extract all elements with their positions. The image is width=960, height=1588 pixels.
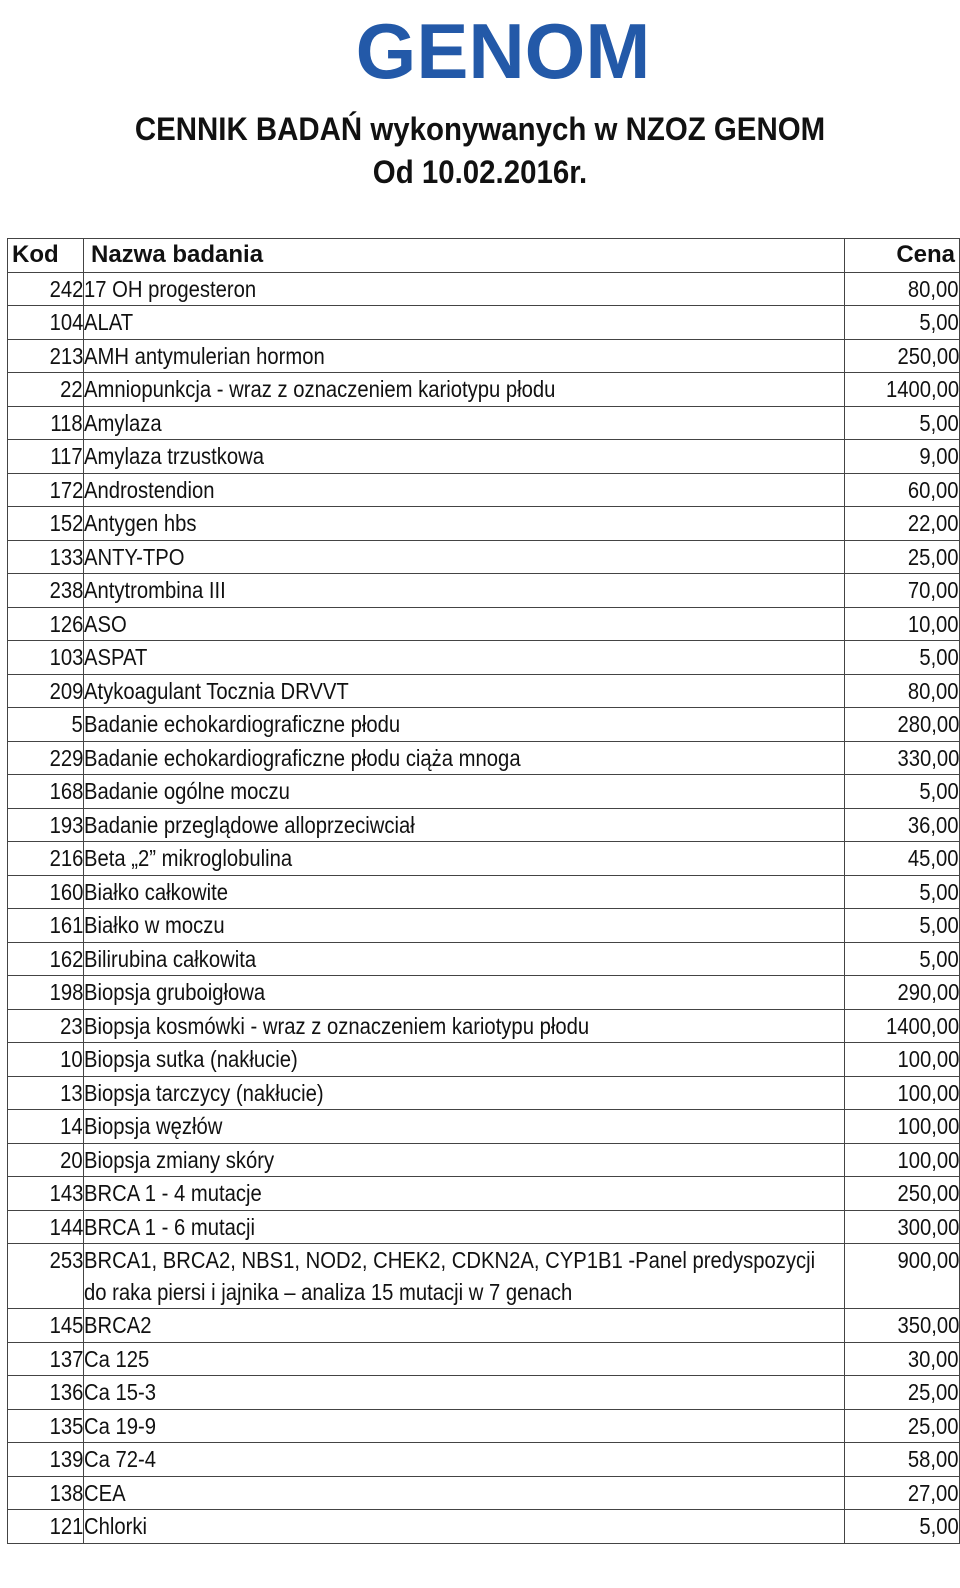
row-kod (8, 1043, 84, 1077)
row-kod (8, 473, 84, 507)
row-price (845, 1177, 960, 1211)
row-name-text: ASPAT (84, 644, 148, 670)
row-price (845, 1009, 960, 1043)
row-name (84, 842, 845, 876)
row-kod-text: 209 (49, 677, 83, 704)
price-table (7, 238, 960, 1544)
row-name-text: Antygen hbs (84, 510, 197, 536)
row-name-text: Amylaza (84, 409, 162, 436)
row-price (845, 976, 960, 1010)
row-kod-text: 229 (49, 744, 83, 771)
row-price (845, 708, 960, 742)
row-kod-text: 160 (49, 878, 83, 905)
table-row (8, 1110, 960, 1144)
row-price-text: 60,00 (908, 476, 959, 503)
row-kod-text: 238 (49, 577, 83, 603)
row-name (84, 708, 845, 742)
row-kod (8, 1376, 84, 1410)
row-price-text: 5,00 (919, 409, 959, 436)
table-row (8, 842, 960, 876)
row-price-text: 25,00 (908, 1379, 959, 1405)
row-name-text: Androstendion (84, 476, 215, 503)
row-kod-text: 13 (60, 1079, 83, 1106)
title-line-1: CENNIK BADAŃ wykonywanych w NZOZ GENOM (134, 111, 826, 147)
row-name-text: Ca 19-9 (84, 1412, 157, 1439)
table-row (8, 1510, 960, 1544)
table-row (8, 272, 960, 306)
row-kod-text: 10 (60, 1046, 83, 1072)
row-kod (8, 373, 84, 407)
table-row (8, 306, 960, 340)
table-row (8, 1043, 960, 1077)
row-price (845, 540, 960, 574)
row-kod (8, 1510, 84, 1544)
row-name (84, 1476, 845, 1510)
row-name-text: Atykoagulant Tocznia DRVVT (84, 677, 349, 704)
row-name-text: Biopsja sutka (nakłucie) (84, 1046, 298, 1072)
row-name (84, 641, 845, 675)
row-kod-text: 172 (49, 476, 83, 503)
row-price-text: 250,00 (897, 1180, 959, 1206)
row-kod (8, 1009, 84, 1043)
row-kod (8, 406, 84, 440)
row-name (84, 540, 845, 574)
table-row (8, 775, 960, 809)
row-price (845, 306, 960, 340)
row-name-text: BRCA1, BRCA2, NBS1, NOD2, CHEK2, CDKN2A, CYP1B1 -Panel predyspozycji do raka piersi i jajnika – analiza 15 mutacji w 7 genach (84, 1247, 816, 1305)
row-kod (8, 842, 84, 876)
row-name-text: Ca 15-3 (84, 1379, 157, 1405)
row-kod (8, 1143, 84, 1177)
row-kod (8, 1443, 84, 1477)
row-name-text: 17 OH progesteron (84, 275, 257, 302)
row-kod (8, 1244, 84, 1309)
row-name-text: Badanie echokardiograficzne płodu ciąża mnoga (84, 744, 521, 771)
row-price-text: 80,00 (908, 275, 959, 302)
row-price-text: 250,00 (897, 342, 959, 369)
row-kod-text: 136 (49, 1379, 83, 1405)
table-row (8, 909, 960, 943)
row-price (845, 440, 960, 474)
row-kod (8, 909, 84, 943)
row-name (84, 339, 845, 373)
row-price-text: 25,00 (908, 1412, 959, 1439)
table-row (8, 440, 960, 474)
row-price (845, 507, 960, 541)
table-row (8, 1244, 960, 1309)
row-kod-text: 168 (49, 778, 83, 804)
row-price-text: 58,00 (908, 1446, 959, 1472)
table-row (8, 1376, 960, 1410)
row-price-text: 30,00 (908, 1345, 959, 1372)
table-row (8, 976, 960, 1010)
row-price-text: 22,00 (908, 510, 959, 536)
row-kod-text: 216 (49, 845, 83, 871)
table-row (8, 473, 960, 507)
row-price (845, 1409, 960, 1443)
row-name-text: ASO (84, 610, 127, 637)
table-row (8, 942, 960, 976)
table-row (8, 1443, 960, 1477)
row-name (84, 1309, 845, 1343)
row-name (84, 406, 845, 440)
row-price (845, 607, 960, 641)
row-kod-text: 20 (60, 1146, 83, 1173)
header-price: Cena (845, 239, 960, 273)
table-row (8, 1409, 960, 1443)
row-price-text: 330,00 (897, 744, 959, 771)
row-kod-text: 144 (49, 1213, 83, 1240)
table-row (8, 607, 960, 641)
row-price-text: 5,00 (919, 945, 959, 972)
row-name-text: Ca 72-4 (84, 1446, 157, 1472)
row-name-text: Biopsja kosmówki - wraz z oznaczeniem kariotypu płodu (84, 1012, 590, 1039)
table-header-row (8, 239, 960, 273)
row-price (845, 808, 960, 842)
row-kod-text: 135 (49, 1412, 83, 1439)
row-kod (8, 306, 84, 340)
row-price-text: 5,00 (919, 912, 959, 938)
table-row (8, 1476, 960, 1510)
title-line-2: Od 10.02.2016r. (372, 154, 588, 190)
row-kod-text: 14 (60, 1113, 83, 1139)
row-name (84, 607, 845, 641)
row-name-text: ALAT (84, 309, 134, 335)
row-price-text: 5,00 (919, 644, 959, 670)
row-kod-text: 138 (49, 1479, 83, 1506)
row-kod (8, 808, 84, 842)
row-name-text: Bilirubina całkowita (84, 945, 257, 972)
row-name-text: AMH antymulerian hormon (84, 342, 325, 369)
row-kod (8, 1409, 84, 1443)
table-row (8, 741, 960, 775)
row-price-text: 100,00 (897, 1046, 959, 1072)
row-kod (8, 741, 84, 775)
row-price-text: 27,00 (908, 1479, 959, 1506)
row-kod (8, 1110, 84, 1144)
row-price (845, 1309, 960, 1343)
row-name (84, 1342, 845, 1376)
row-kod-text: 161 (49, 912, 83, 938)
row-kod-text: 137 (49, 1345, 83, 1372)
row-name (84, 909, 845, 943)
row-name (84, 1409, 845, 1443)
row-price (845, 1376, 960, 1410)
row-name-text: Biopsja gruboigłowa (84, 979, 266, 1005)
table-row (8, 1009, 960, 1043)
row-name (84, 373, 845, 407)
row-name (84, 473, 845, 507)
row-kod-text: 145 (49, 1312, 83, 1338)
row-name-text: Antytrombina III (84, 577, 226, 603)
row-name-text: Biopsja tarczycy (nakłucie) (84, 1079, 324, 1106)
row-kod (8, 272, 84, 306)
row-price (845, 775, 960, 809)
table-row (8, 373, 960, 407)
row-name-text: Badanie przeglądowe alloprzeciwciał (84, 811, 415, 838)
price-table-body (8, 272, 960, 1543)
row-kod-text: 22 (60, 376, 83, 402)
row-name-text: Biopsja zmiany skóry (84, 1146, 275, 1173)
table-row (8, 574, 960, 608)
row-price-text: 5,00 (919, 778, 959, 804)
row-name-text: Badanie ogólne moczu (84, 778, 290, 804)
table-row (8, 1210, 960, 1244)
table-row (8, 875, 960, 909)
table-row (8, 1076, 960, 1110)
row-name (84, 507, 845, 541)
row-name-text: Amniopunkcja - wraz z oznaczeniem kariotypu płodu (84, 376, 556, 402)
row-name-text: Beta „2” mikroglobulina (84, 845, 293, 871)
row-name (84, 674, 845, 708)
row-price-text: 10,00 (908, 610, 959, 637)
row-kod-text: 118 (50, 409, 83, 436)
row-name-text: Białko całkowite (84, 878, 229, 905)
row-kod (8, 1076, 84, 1110)
row-kod (8, 875, 84, 909)
row-kod (8, 775, 84, 809)
table-row (8, 1143, 960, 1177)
table-row (8, 540, 960, 574)
row-price (845, 1076, 960, 1110)
row-kod (8, 607, 84, 641)
row-price-text: 100,00 (897, 1079, 959, 1106)
row-price (845, 1476, 960, 1510)
row-price (845, 1043, 960, 1077)
row-price-text: 350,00 (897, 1312, 959, 1338)
row-price-text: 5,00 (919, 309, 959, 335)
row-price-text: 36,00 (908, 811, 959, 838)
row-kod (8, 1476, 84, 1510)
row-name (84, 1244, 845, 1309)
row-price-text: 900,00 (897, 1247, 959, 1273)
table-row (8, 1177, 960, 1211)
row-price (845, 1443, 960, 1477)
genom-logo (338, 6, 668, 96)
row-name (84, 942, 845, 976)
row-price (845, 406, 960, 440)
row-price (845, 272, 960, 306)
row-kod-text: 126 (49, 610, 83, 637)
row-kod-text: 117 (50, 443, 83, 469)
row-price (845, 842, 960, 876)
row-kod (8, 1210, 84, 1244)
row-kod (8, 708, 84, 742)
row-name-text: BRCA 1 - 6 mutacji (84, 1213, 255, 1240)
logo-text: GENOM (355, 7, 651, 95)
row-price-text: 100,00 (897, 1146, 959, 1173)
row-price (845, 373, 960, 407)
row-price (845, 1510, 960, 1544)
row-name-text: Biopsja węzłów (84, 1113, 223, 1139)
row-price (845, 1210, 960, 1244)
row-kod-text: 213 (49, 342, 83, 369)
row-kod-text: 193 (49, 811, 83, 838)
row-kod (8, 674, 84, 708)
row-name (84, 1110, 845, 1144)
row-name (84, 1076, 845, 1110)
row-price (845, 574, 960, 608)
row-name-text: BRCA2 (84, 1312, 152, 1338)
row-kod-text: 198 (49, 979, 83, 1005)
header-kod: Kod (8, 239, 84, 273)
row-kod-text: 23 (60, 1012, 83, 1039)
row-price (845, 641, 960, 675)
row-name (84, 574, 845, 608)
row-price-text: 100,00 (897, 1113, 959, 1139)
row-kod (8, 1342, 84, 1376)
row-name-text: Białko w moczu (84, 912, 225, 938)
row-name (84, 976, 845, 1010)
row-price (845, 339, 960, 373)
row-name (84, 875, 845, 909)
row-name (84, 1510, 845, 1544)
row-kod (8, 976, 84, 1010)
row-price (845, 909, 960, 943)
row-name-text: Ca 125 (84, 1345, 150, 1372)
row-price-text: 70,00 (908, 577, 959, 603)
row-price-text: 80,00 (908, 677, 959, 704)
row-name (84, 1210, 845, 1244)
row-price (845, 473, 960, 507)
row-name-text: BRCA 1 - 4 mutacje (84, 1180, 262, 1206)
row-name-text: Badanie echokardiograficzne płodu (84, 711, 401, 737)
row-price-text: 5,00 (919, 1513, 959, 1539)
row-price-text: 25,00 (908, 543, 959, 570)
row-kod (8, 507, 84, 541)
row-kod-text: 5 (71, 711, 83, 737)
row-name (84, 1143, 845, 1177)
row-kod-text: 162 (49, 945, 83, 972)
header-name: Nazwa badania (84, 239, 845, 273)
table-row (8, 406, 960, 440)
row-name (84, 1043, 845, 1077)
row-kod (8, 942, 84, 976)
row-price-text: 1400,00 (885, 1012, 959, 1039)
row-price (845, 1342, 960, 1376)
row-kod-text: 103 (49, 644, 83, 670)
table-row (8, 1309, 960, 1343)
page-title (38, 108, 921, 194)
row-price-text: 45,00 (908, 845, 959, 871)
row-name (84, 272, 845, 306)
table-row (8, 641, 960, 675)
row-price (845, 1143, 960, 1177)
row-price-text: 5,00 (919, 878, 959, 905)
row-kod-text: 139 (49, 1446, 83, 1472)
table-row (8, 339, 960, 373)
row-kod (8, 540, 84, 574)
row-price (845, 674, 960, 708)
row-kod-text: 143 (49, 1180, 83, 1206)
row-name-text: Chlorki (84, 1513, 147, 1539)
row-price (845, 875, 960, 909)
table-row (8, 708, 960, 742)
row-name (84, 741, 845, 775)
row-name-text: CEA (84, 1479, 126, 1506)
row-name (84, 306, 845, 340)
table-row (8, 507, 960, 541)
row-kod-text: 152 (49, 510, 83, 536)
row-price-text: 300,00 (897, 1213, 959, 1240)
row-kod (8, 1309, 84, 1343)
row-kod (8, 339, 84, 373)
table-row (8, 674, 960, 708)
row-price-text: 9,00 (919, 443, 959, 469)
row-name (84, 1443, 845, 1477)
row-name (84, 1177, 845, 1211)
row-kod-text: 133 (49, 543, 83, 570)
row-price-text: 290,00 (897, 979, 959, 1005)
row-name (84, 1009, 845, 1043)
row-name-text: ANTY-TPO (84, 543, 185, 570)
row-price-text: 280,00 (897, 711, 959, 737)
row-kod-text: 104 (49, 309, 83, 335)
row-name (84, 808, 845, 842)
row-kod-text: 121 (49, 1513, 83, 1539)
row-kod-text: 253 (49, 1247, 83, 1273)
row-price (845, 1110, 960, 1144)
row-price (845, 942, 960, 976)
row-kod (8, 1177, 84, 1211)
row-price (845, 741, 960, 775)
row-kod (8, 574, 84, 608)
table-row (8, 1342, 960, 1376)
table-row (8, 808, 960, 842)
row-kod-text: 242 (49, 275, 83, 302)
row-kod (8, 641, 84, 675)
row-name (84, 1376, 845, 1410)
row-price-text: 1400,00 (885, 376, 959, 402)
row-name (84, 775, 845, 809)
row-kod (8, 440, 84, 474)
row-name-text: Amylaza trzustkowa (84, 443, 264, 469)
row-price (845, 1244, 960, 1309)
row-name (84, 440, 845, 474)
